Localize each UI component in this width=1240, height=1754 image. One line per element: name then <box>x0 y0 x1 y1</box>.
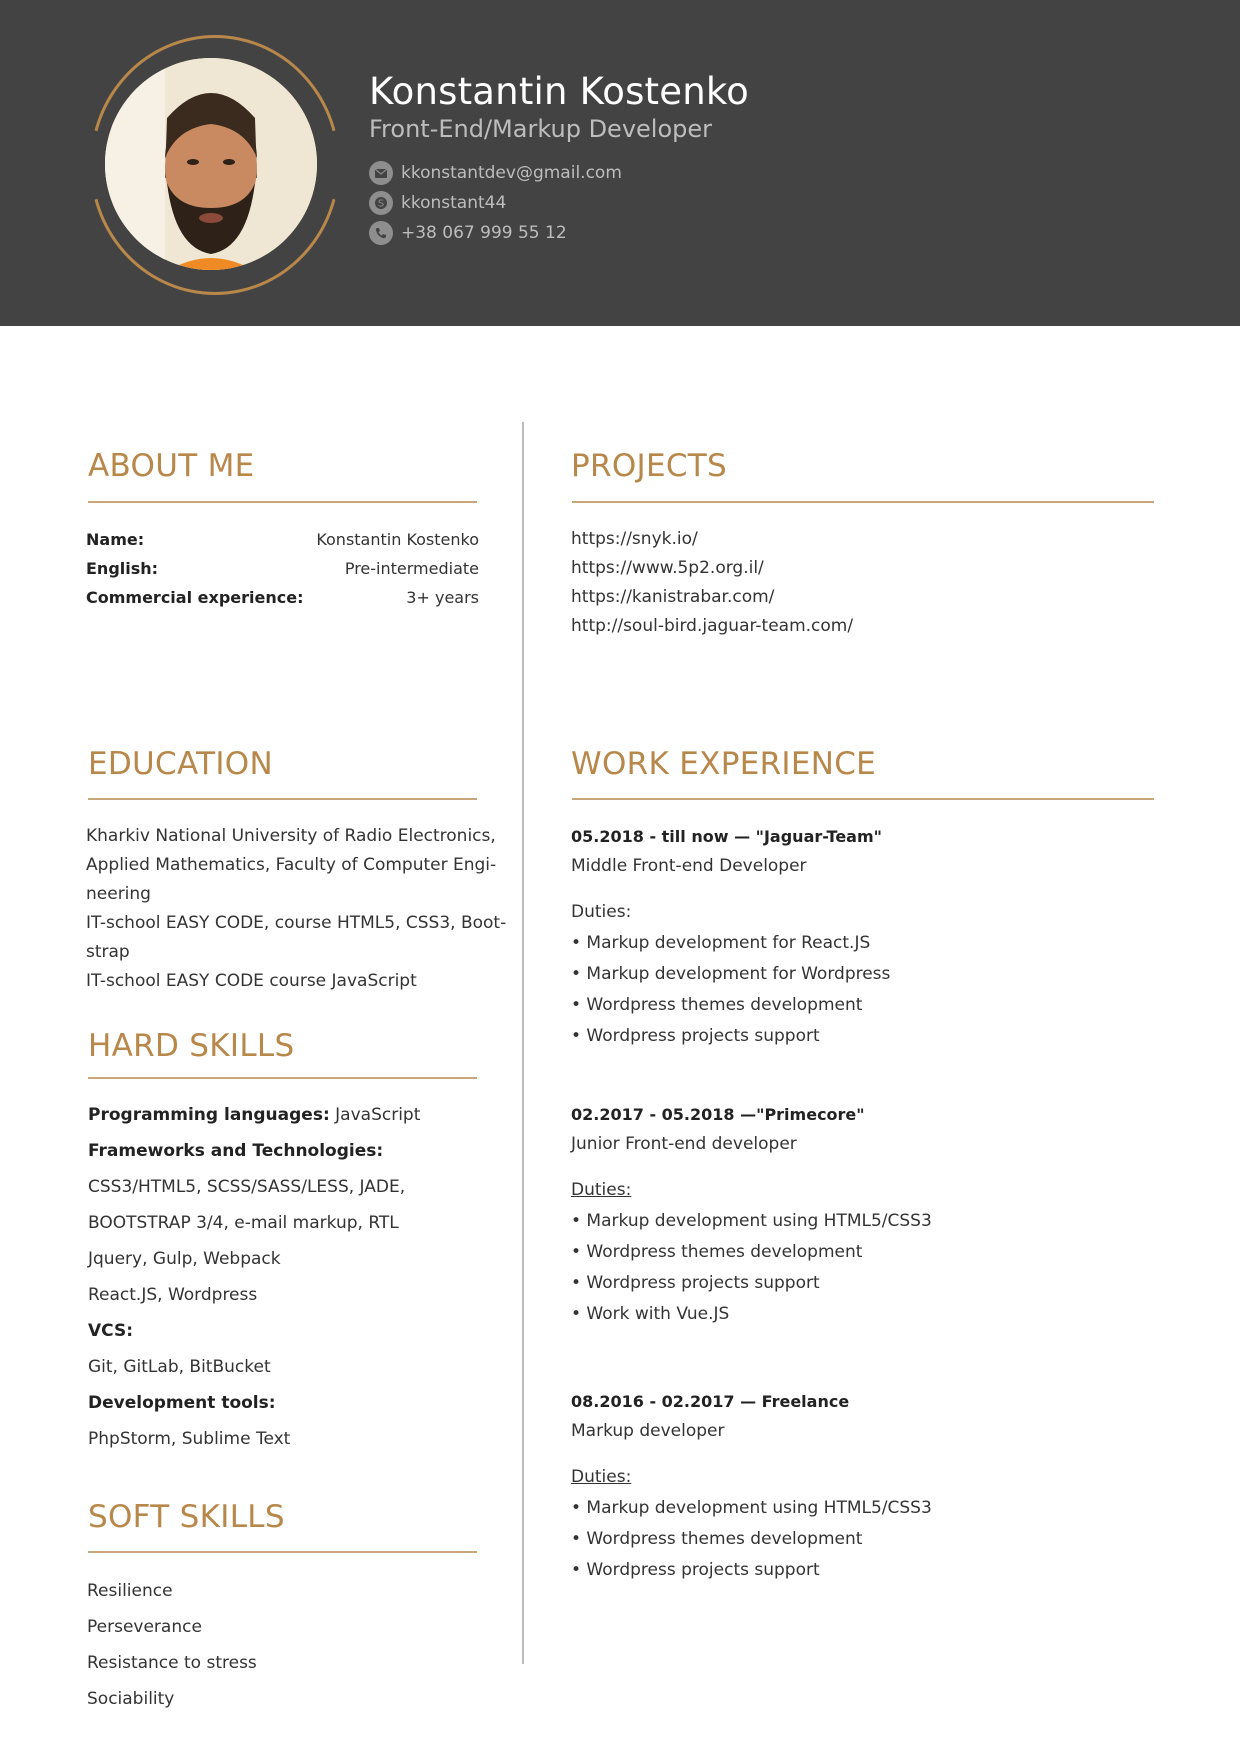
development-tools-value: PhpStorm, Sublime Text <box>88 1429 291 1449</box>
project-link[interactable]: https://www.5p2.org.il/ <box>571 558 764 578</box>
education-heading: EDUCATION <box>88 746 273 782</box>
job-duties-label: Duties: <box>571 902 632 922</box>
job-duty-item: • Work with Vue.JS <box>571 1304 730 1324</box>
job-period: 08.2016 - 02.2017 — Freelance <box>571 1392 850 1411</box>
hard-skills-rule <box>88 1077 477 1079</box>
job-period: 02.2017 - 05.2018 —"Primecore" <box>571 1105 865 1124</box>
profile-photo <box>105 58 317 270</box>
work-experience-heading: WORK EXPERIENCE <box>571 746 877 782</box>
job-duty-item: • Markup development using HTML5/CSS3 <box>571 1211 932 1231</box>
education-line: IT-school EASY CODE, course HTML5, CSS3, Boot- <box>86 913 507 933</box>
programming-languages-label: Programming languages: <box>88 1105 330 1125</box>
job-role: Markup developer <box>571 1421 725 1441</box>
education-line: IT-school EASY CODE course JavaScript <box>86 971 417 991</box>
vcs-label: VCS: <box>88 1321 133 1341</box>
about-value-english: Pre-intermediate <box>344 559 479 578</box>
project-link[interactable]: https://snyk.io/ <box>571 529 698 549</box>
about-label-english: English: <box>86 559 159 578</box>
job-duty-item: • Markup development for React.JS <box>571 933 871 953</box>
job-duty-item: • Wordpress projects support <box>571 1273 820 1293</box>
svg-text:S: S <box>377 198 385 210</box>
skype-text: kkonstant44 <box>401 193 507 213</box>
job-role: Junior Front-end developer <box>571 1134 797 1154</box>
email-icon <box>369 161 393 185</box>
frameworks-line: BOOTSTRAP 3/4, e-mail markup, RTL <box>88 1213 399 1233</box>
skype-icon <box>369 191 393 215</box>
contact-email[interactable] <box>369 158 622 188</box>
about-value-name: Konstantin Kostenko <box>316 530 479 549</box>
soft-skills-rule <box>88 1551 477 1553</box>
resume-header <box>0 0 1240 326</box>
email-text: kkonstantdev@gmail.com <box>401 163 622 183</box>
job-duty-item: • Wordpress themes development <box>571 995 863 1015</box>
education-line: neering <box>86 884 151 904</box>
vcs-value: Git, GitLab, BitBucket <box>88 1357 271 1377</box>
project-link[interactable]: http://soul-bird.jaguar-team.com/ <box>571 616 854 636</box>
education-line: strap <box>86 942 130 962</box>
soft-skill-item: Sociability <box>87 1689 175 1709</box>
work-experience-rule <box>572 798 1154 800</box>
frameworks-line: CSS3/HTML5, SCSS/SASS/LESS, JADE, <box>88 1177 406 1197</box>
programming-languages-row <box>88 1105 420 1125</box>
education-line: Kharkiv National University of Radio Electronics, <box>86 826 496 846</box>
soft-skills-heading: SOFT SKILLS <box>88 1499 285 1535</box>
job-duties-label: Duties: <box>571 1180 632 1200</box>
job-role: Middle Front-end Developer <box>571 856 807 876</box>
job-period: 05.2018 - till now — "Jaguar-Team" <box>571 827 882 846</box>
contact-phone[interactable] <box>369 218 622 248</box>
soft-skill-item: Resilience <box>87 1581 173 1601</box>
about-label-name: Name: <box>86 530 145 549</box>
job-duty-item: • Markup development for Wordpress <box>571 964 891 984</box>
development-tools-label: Development tools: <box>88 1393 276 1413</box>
job-duty-item: • Markup development using HTML5/CSS3 <box>571 1498 932 1518</box>
phone-text: +38 067 999 55 12 <box>401 223 567 243</box>
job-duty-item: • Wordpress projects support <box>571 1560 820 1580</box>
column-divider <box>522 422 524 1664</box>
projects-rule <box>572 501 1154 503</box>
about-me-heading: ABOUT ME <box>88 448 255 484</box>
job-duty-item: • Wordpress projects support <box>571 1026 820 1046</box>
contact-skype[interactable] <box>369 188 622 218</box>
programming-languages-value: JavaScript <box>329 1105 421 1125</box>
job-duty-item: • Wordpress themes development <box>571 1529 863 1549</box>
frameworks-line: Jquery, Gulp, Webpack <box>88 1249 281 1269</box>
hard-skills-heading: HARD SKILLS <box>88 1028 295 1064</box>
candidate-title: Front-End/Markup Developer <box>369 115 713 143</box>
about-me-rule <box>88 501 477 503</box>
frameworks-line: React.JS, Wordpress <box>88 1285 258 1305</box>
soft-skill-item: Perseverance <box>87 1617 202 1637</box>
about-label-experience: Commercial experience: <box>86 588 304 607</box>
soft-skill-item: Resistance to stress <box>87 1653 257 1673</box>
phone-icon <box>369 221 393 245</box>
frameworks-label: Frameworks and Technologies: <box>88 1141 384 1161</box>
candidate-name: Konstantin Kostenko <box>369 70 750 113</box>
contact-list <box>369 158 622 248</box>
education-rule <box>88 798 477 800</box>
education-line: Applied Mathematics, Faculty of Computer Engi- <box>86 855 497 875</box>
projects-heading: PROJECTS <box>571 448 728 484</box>
about-value-experience: 3+ years <box>406 588 479 607</box>
project-link[interactable]: https://kanistrabar.com/ <box>571 587 775 607</box>
job-duties-label: Duties: <box>571 1467 632 1487</box>
job-duty-item: • Wordpress themes development <box>571 1242 863 1262</box>
